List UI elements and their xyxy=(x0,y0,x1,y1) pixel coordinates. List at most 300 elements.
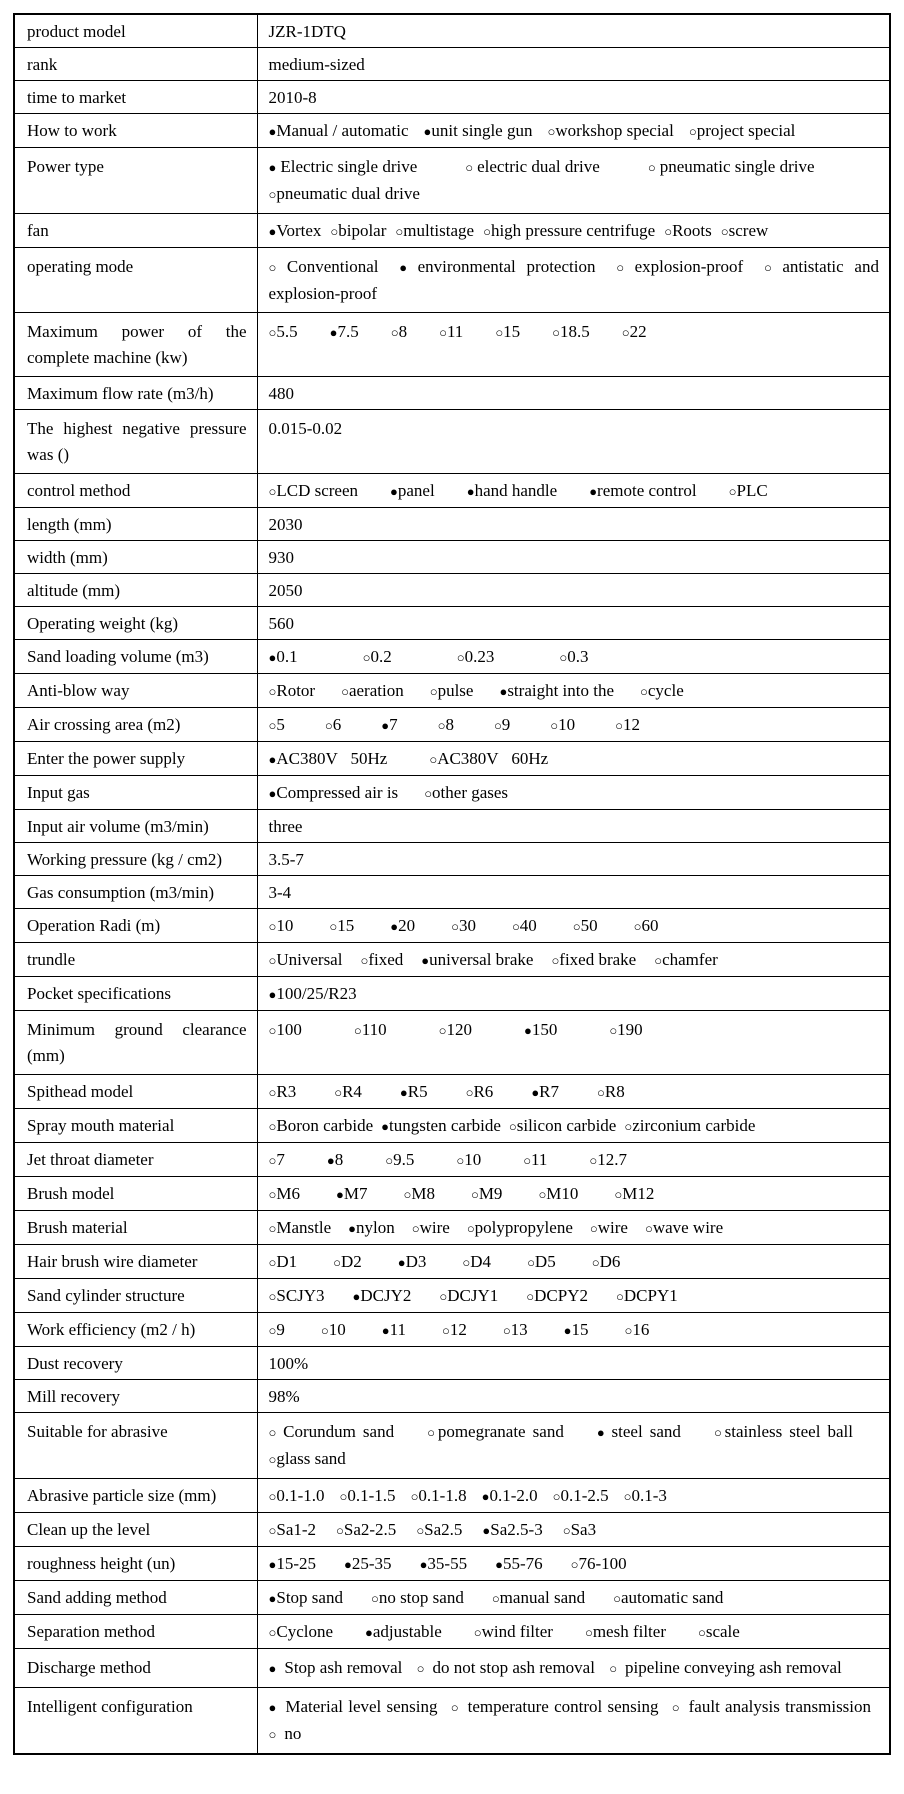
option xyxy=(269,220,322,242)
option xyxy=(624,1115,755,1137)
radio-unselected-icon: ○ xyxy=(538,1187,547,1202)
spec-row xyxy=(14,148,890,214)
radio-unselected-icon: ○ xyxy=(439,1289,448,1304)
spec-label: roughness height (un) xyxy=(14,1547,257,1581)
spec-value: 100% xyxy=(257,1347,890,1380)
radio-unselected-icon: ○ xyxy=(473,1625,482,1640)
radio-unselected-icon: ○ xyxy=(623,1489,632,1504)
radio-unselected-icon: ○ xyxy=(470,1187,479,1202)
option xyxy=(573,915,598,937)
spec-value xyxy=(257,640,890,674)
radio-unselected-icon: ○ xyxy=(268,1221,277,1236)
option-label: 15-25 xyxy=(276,1554,317,1573)
radio-unselected-icon: ○ xyxy=(329,919,338,934)
option-label: 7.5 xyxy=(337,322,359,341)
radio-unselected-icon: ○ xyxy=(720,224,729,239)
option xyxy=(363,646,392,668)
option xyxy=(592,1251,621,1273)
option xyxy=(451,915,476,937)
radio-selected-icon: ● xyxy=(381,1119,389,1134)
option-label: pneumatic dual drive xyxy=(276,184,420,203)
option-label: antistatic and explosion-proof xyxy=(268,257,879,303)
option xyxy=(391,319,407,346)
spec-value xyxy=(257,1513,890,1547)
spec-row xyxy=(14,708,890,742)
option-label: silicon carbide xyxy=(516,1116,617,1135)
radio-unselected-icon: ○ xyxy=(562,1523,571,1538)
radio-unselected-icon: ○ xyxy=(427,1425,438,1440)
option-label: pneumatic single drive xyxy=(659,157,815,176)
option-label: 0.1-2.0 xyxy=(489,1486,538,1505)
option xyxy=(269,480,359,502)
option xyxy=(609,1658,842,1677)
spec-row xyxy=(14,574,890,607)
option xyxy=(664,220,712,242)
option-label: 8 xyxy=(334,1150,344,1169)
option xyxy=(417,1658,595,1677)
option xyxy=(471,1183,502,1205)
radio-selected-icon: ● xyxy=(268,160,277,175)
option xyxy=(269,154,418,181)
spec-value xyxy=(257,1547,890,1581)
spec-label: Working pressure (kg / cm2) xyxy=(14,843,257,876)
option-label: cycle xyxy=(647,681,684,700)
radio-unselected-icon: ○ xyxy=(268,187,277,202)
option xyxy=(269,748,388,770)
radio-selected-icon: ● xyxy=(268,124,277,139)
option-label: 12.7 xyxy=(597,1150,628,1169)
option xyxy=(553,1485,609,1507)
spec-row xyxy=(14,1479,890,1513)
option-label: pomegranate sand xyxy=(437,1422,564,1441)
option xyxy=(672,1697,871,1716)
option-label: 10 xyxy=(464,1150,482,1169)
spec-row xyxy=(14,1380,890,1413)
option-label: 100 xyxy=(276,1020,302,1039)
option-label: M10 xyxy=(546,1184,579,1203)
option-label: glass sand xyxy=(276,1449,346,1468)
option-label: 15 xyxy=(337,916,355,935)
option-label: Sa2-2.5 xyxy=(343,1520,397,1539)
option xyxy=(689,120,796,142)
spec-row xyxy=(14,1143,890,1177)
spec-label: Minimum ground clearance (mm) xyxy=(14,1011,257,1075)
radio-unselected-icon: ○ xyxy=(341,684,349,699)
radio-unselected-icon: ○ xyxy=(416,1661,425,1676)
radio-unselected-icon: ○ xyxy=(268,718,277,733)
radio-selected-icon: ● xyxy=(523,1023,532,1038)
radio-unselected-icon: ○ xyxy=(640,684,648,699)
radio-unselected-icon: ○ xyxy=(333,1255,341,1270)
option xyxy=(503,1319,528,1341)
spec-value: 480 xyxy=(257,377,890,410)
option xyxy=(269,1217,332,1239)
radio-selected-icon: ● xyxy=(589,484,598,499)
radio-unselected-icon: ○ xyxy=(550,718,559,733)
option-label: R4 xyxy=(342,1082,362,1101)
option-label: D4 xyxy=(470,1252,492,1271)
option-label: 18.5 xyxy=(560,322,590,341)
product-spec-table xyxy=(13,13,891,1755)
option-label: 0.3 xyxy=(567,647,589,666)
option xyxy=(336,1183,367,1205)
option-label: 9 xyxy=(276,1320,285,1339)
option-label: fault analysis transmission xyxy=(688,1697,872,1716)
option-label: Sa3 xyxy=(570,1520,597,1539)
option-label: 25-35 xyxy=(351,1554,392,1573)
spec-value xyxy=(257,977,890,1011)
radio-unselected-icon: ○ xyxy=(633,919,642,934)
radio-unselected-icon: ○ xyxy=(424,786,433,801)
option-label: Electric single drive xyxy=(280,157,418,176)
option-label: 9 xyxy=(501,715,511,734)
radio-selected-icon: ● xyxy=(348,1221,356,1236)
spec-row xyxy=(14,909,890,943)
option xyxy=(403,1183,434,1205)
option-label: 16 xyxy=(632,1320,650,1339)
spec-row xyxy=(14,541,890,574)
radio-unselected-icon: ○ xyxy=(437,718,446,733)
option-label: chamfer xyxy=(662,950,718,969)
radio-unselected-icon: ○ xyxy=(462,1255,471,1270)
spec-label: Enter the power supply xyxy=(14,742,257,776)
radio-selected-icon: ● xyxy=(481,1489,490,1504)
spec-label: How to work xyxy=(14,114,257,148)
spec-label: fan xyxy=(14,214,257,248)
option-label: environmental protection xyxy=(417,257,596,276)
option-label: Corundum sand xyxy=(283,1422,395,1441)
radio-selected-icon: ● xyxy=(482,1523,491,1538)
option xyxy=(616,257,743,276)
option xyxy=(333,1251,362,1273)
option xyxy=(634,915,659,937)
spec-label: Air crossing area (m2) xyxy=(14,708,257,742)
option xyxy=(420,1553,468,1575)
option xyxy=(340,1485,396,1507)
spec-label: Suitable for abrasive xyxy=(14,1413,257,1479)
spec-value xyxy=(257,708,890,742)
option xyxy=(482,1485,538,1507)
spec-row xyxy=(14,1688,890,1755)
radio-unselected-icon: ○ xyxy=(268,1119,277,1134)
spec-value: 3-4 xyxy=(257,876,890,909)
radio-unselected-icon: ○ xyxy=(438,1023,447,1038)
option-label: fixed xyxy=(368,950,404,969)
spec-label: Operating weight (kg) xyxy=(14,607,257,640)
option xyxy=(467,480,557,502)
radio-unselected-icon: ○ xyxy=(268,1523,277,1538)
spec-label: Brush model xyxy=(14,1177,257,1211)
radio-unselected-icon: ○ xyxy=(451,919,459,934)
radio-unselected-icon: ○ xyxy=(624,1119,633,1134)
radio-unselected-icon: ○ xyxy=(324,718,333,733)
spec-value: JZR-1DTQ xyxy=(257,14,890,48)
spec-row xyxy=(14,1211,890,1245)
option xyxy=(269,319,298,346)
option-label: M9 xyxy=(478,1184,503,1203)
option xyxy=(385,1149,414,1171)
option xyxy=(269,1115,374,1137)
option xyxy=(269,1724,302,1743)
option xyxy=(442,1319,467,1341)
option-label: 0.23 xyxy=(464,647,495,666)
option xyxy=(269,1485,325,1507)
option-label: M8 xyxy=(411,1184,435,1203)
spec-row xyxy=(14,1413,890,1479)
option xyxy=(439,1285,498,1307)
spec-row xyxy=(14,508,890,541)
radio-unselected-icon: ○ xyxy=(320,1323,329,1338)
option-label: R7 xyxy=(539,1082,560,1101)
option-label: 8 xyxy=(398,322,408,341)
option xyxy=(412,1217,450,1239)
option xyxy=(616,1285,678,1307)
radio-selected-icon: ● xyxy=(326,1153,335,1168)
spec-label: Input gas xyxy=(14,776,257,810)
spec-row xyxy=(14,843,890,876)
option xyxy=(551,949,636,971)
option xyxy=(559,646,588,668)
option-label: 11 xyxy=(389,1320,406,1339)
option xyxy=(609,1017,642,1044)
option xyxy=(438,714,454,736)
option xyxy=(439,1017,472,1044)
option-label: wire xyxy=(597,1218,628,1237)
radio-unselected-icon: ○ xyxy=(495,325,504,340)
radio-selected-icon: ● xyxy=(499,684,508,699)
option xyxy=(550,714,575,736)
option xyxy=(564,1319,589,1341)
radio-unselected-icon: ○ xyxy=(410,1489,419,1504)
radio-selected-icon: ● xyxy=(531,1085,540,1100)
radio-selected-icon: ● xyxy=(352,1289,361,1304)
option-label: wind filter xyxy=(481,1622,553,1641)
spec-row xyxy=(14,1513,890,1547)
spec-value xyxy=(257,313,890,377)
option xyxy=(269,1183,300,1205)
spec-label: Clean up the level xyxy=(14,1513,257,1547)
option xyxy=(492,1587,585,1609)
spec-label: time to market xyxy=(14,81,257,114)
option xyxy=(427,1422,564,1441)
spec-value xyxy=(257,1581,890,1615)
spec-value xyxy=(257,1413,890,1479)
option xyxy=(269,1149,285,1171)
radio-unselected-icon: ○ xyxy=(268,1323,277,1338)
option xyxy=(457,646,495,668)
option-label: straight into the xyxy=(507,681,615,700)
radio-selected-icon: ● xyxy=(335,1187,344,1202)
option-label: 55-76 xyxy=(502,1554,543,1573)
option-label: 0.1-1.8 xyxy=(418,1486,467,1505)
spec-label: Sand loading volume (m3) xyxy=(14,640,257,674)
radio-unselected-icon: ○ xyxy=(411,1221,420,1236)
option xyxy=(390,915,415,937)
spec-row xyxy=(14,1011,890,1075)
radio-unselected-icon: ○ xyxy=(523,1153,532,1168)
option xyxy=(269,181,420,208)
option xyxy=(269,1422,395,1441)
radio-unselected-icon: ○ xyxy=(609,1661,618,1676)
option xyxy=(526,1285,588,1307)
option xyxy=(474,1621,553,1643)
spec-row xyxy=(14,81,890,114)
radio-selected-icon: ● xyxy=(344,1557,352,1572)
spec-row xyxy=(14,1245,890,1279)
option xyxy=(527,1251,556,1273)
radio-unselected-icon: ○ xyxy=(339,1489,348,1504)
spec-value xyxy=(257,1075,890,1109)
option xyxy=(495,1553,543,1575)
option xyxy=(269,949,343,971)
radio-unselected-icon: ○ xyxy=(268,1289,277,1304)
radio-unselected-icon: ○ xyxy=(268,1085,277,1100)
spec-value xyxy=(257,1688,890,1755)
option-label: Material level sensing xyxy=(285,1697,438,1716)
radio-unselected-icon: ○ xyxy=(362,650,371,665)
option xyxy=(622,319,647,346)
spec-value xyxy=(257,1211,890,1245)
spec-label: Pocket specifications xyxy=(14,977,257,1011)
spec-value: 2030 xyxy=(257,508,890,541)
radio-unselected-icon: ○ xyxy=(624,1323,633,1338)
spec-value xyxy=(257,742,890,776)
option xyxy=(353,1285,412,1307)
radio-unselected-icon: ○ xyxy=(613,1591,621,1606)
option-label: 7 xyxy=(389,715,398,734)
spec-row xyxy=(14,810,890,843)
option xyxy=(613,1587,723,1609)
option-label: Conventional xyxy=(286,257,379,276)
radio-unselected-icon: ○ xyxy=(526,1289,535,1304)
radio-unselected-icon: ○ xyxy=(268,1625,277,1640)
option-label: 0.1 xyxy=(276,647,298,666)
option xyxy=(589,480,696,502)
option-label: Compressed air is xyxy=(276,783,399,802)
radio-unselected-icon: ○ xyxy=(688,124,697,139)
spec-row xyxy=(14,1649,890,1688)
option-label: mesh filter xyxy=(592,1622,666,1641)
radio-unselected-icon: ○ xyxy=(395,224,404,239)
spec-row xyxy=(14,313,890,377)
option-label: M12 xyxy=(622,1184,655,1203)
option-label: 190 xyxy=(617,1020,643,1039)
radio-unselected-icon: ○ xyxy=(268,919,277,934)
radio-unselected-icon: ○ xyxy=(589,1153,598,1168)
spec-value: 3.5-7 xyxy=(257,843,890,876)
option xyxy=(269,1017,302,1044)
option xyxy=(269,1319,285,1341)
option-label: 0.2 xyxy=(370,647,392,666)
option xyxy=(439,319,463,346)
option-label: 12 xyxy=(623,715,641,734)
option xyxy=(365,1621,442,1643)
option xyxy=(563,1519,596,1541)
option xyxy=(269,1658,403,1677)
radio-unselected-icon: ○ xyxy=(268,1255,277,1270)
radio-unselected-icon: ○ xyxy=(508,1119,517,1134)
radio-selected-icon: ● xyxy=(268,1591,277,1606)
option-label: Roots xyxy=(672,221,712,240)
option xyxy=(590,1217,628,1239)
radio-selected-icon: ● xyxy=(268,1557,277,1572)
radio-unselected-icon: ○ xyxy=(591,1255,600,1270)
radio-unselected-icon: ○ xyxy=(268,1489,277,1504)
option xyxy=(269,1081,297,1103)
radio-unselected-icon: ○ xyxy=(570,1557,579,1572)
spec-label: Brush material xyxy=(14,1211,257,1245)
option-label: no xyxy=(284,1724,302,1743)
radio-unselected-icon: ○ xyxy=(268,1452,277,1467)
radio-selected-icon: ● xyxy=(419,1557,428,1572)
radio-unselected-icon: ○ xyxy=(647,160,656,175)
radio-unselected-icon: ○ xyxy=(614,1187,623,1202)
radio-unselected-icon: ○ xyxy=(609,1023,618,1038)
option-label: manual sand xyxy=(499,1588,586,1607)
option-label: 150 xyxy=(531,1020,558,1039)
spec-row xyxy=(14,1279,890,1313)
radio-selected-icon: ● xyxy=(381,718,390,733)
radio-selected-icon: ● xyxy=(421,953,430,968)
spec-label: Mill recovery xyxy=(14,1380,257,1413)
option-label: polypropylene xyxy=(474,1218,573,1237)
option-label: Cyclone xyxy=(276,1622,334,1641)
spec-row xyxy=(14,1581,890,1615)
option xyxy=(462,1251,491,1273)
option-label: 15 xyxy=(503,322,521,341)
radio-unselected-icon: ○ xyxy=(559,650,568,665)
option-label: zirconium carbide xyxy=(632,1116,756,1135)
radio-selected-icon: ● xyxy=(390,484,398,499)
spec-value: 0.015-0.02 xyxy=(257,410,890,474)
option-label: electric dual drive xyxy=(477,157,600,176)
spec-value xyxy=(257,148,890,214)
spec-value xyxy=(257,909,890,943)
radio-selected-icon: ● xyxy=(423,124,432,139)
option-label: hand handle xyxy=(474,481,558,500)
option xyxy=(269,1449,346,1468)
spec-row xyxy=(14,776,890,810)
option-label: D2 xyxy=(341,1252,362,1271)
option-label: 11 xyxy=(446,322,464,341)
radio-unselected-icon: ○ xyxy=(483,224,491,239)
option-label: Boron carbide xyxy=(276,1116,374,1135)
radio-unselected-icon: ○ xyxy=(403,1187,412,1202)
radio-unselected-icon: ○ xyxy=(552,1489,561,1504)
option-label: wire xyxy=(419,1218,450,1237)
radio-unselected-icon: ○ xyxy=(334,1085,343,1100)
radio-unselected-icon: ○ xyxy=(597,1085,605,1100)
option-label: R8 xyxy=(604,1082,625,1101)
option-label: D5 xyxy=(534,1252,556,1271)
radio-unselected-icon: ○ xyxy=(268,684,277,699)
radio-unselected-icon: ○ xyxy=(390,325,399,340)
option xyxy=(382,1319,406,1341)
radio-unselected-icon: ○ xyxy=(511,919,520,934)
spec-row xyxy=(14,377,890,410)
option-label: DCJY2 xyxy=(360,1286,412,1305)
option-label: R6 xyxy=(473,1082,494,1101)
option xyxy=(330,220,386,242)
option xyxy=(729,480,768,502)
spec-value xyxy=(257,776,890,810)
option-label: 35-55 xyxy=(427,1554,468,1573)
option xyxy=(467,1217,573,1239)
option xyxy=(269,120,409,142)
spec-row xyxy=(14,742,890,776)
option xyxy=(329,915,354,937)
option-label: do not stop ash removal xyxy=(432,1658,595,1677)
